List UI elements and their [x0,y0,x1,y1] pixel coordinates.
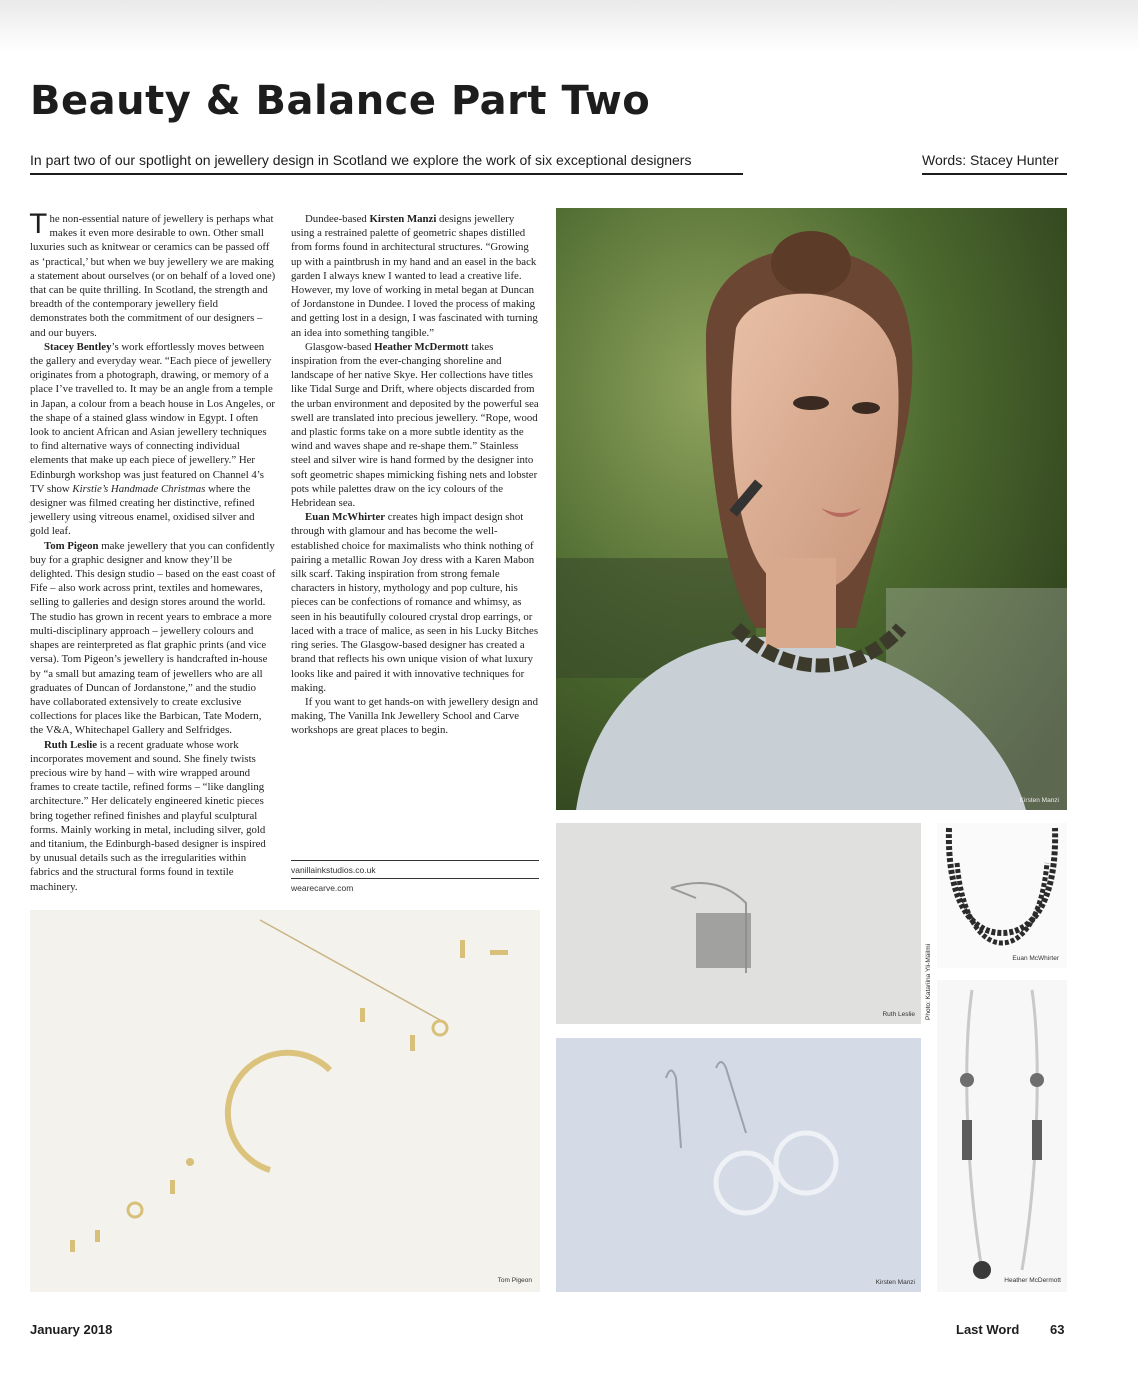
paragraph-text: designs jewellery using a restrained palette of geometric shapes distilled from forms found in architectural structures. “Growing up with a paintbrush in my hand and an easel in the back garden I always knew I wanted to lead a creative life. However, my love of working in metal began at Duncan of Jordanstone in Dundee. I loved the process of making and getting lost in a design, I was fascinated with turning an idea into something tangible.” [291,213,538,339]
tom-pigeon-photo [30,910,540,1292]
article-column-1 [30,209,276,894]
pendant-illustration [556,823,921,1024]
link-vanilla-ink[interactable]: vanillainkstudios.co.uk [291,860,539,878]
paragraph-text: ’s work effortlessly moves between the gallery and everyday wear. “Each piece of jewellery originates from a photograph, drawing, or memory of a place I’ve travelled to. It may be an angle from a temple in Japan, a colour from a beach house in Los Angeles, or the shape of a stained glass window in Egypt. I often look to ancient African and Asian jewellery techniques to find alternative ways of connecting individual elements that make up each piece of jewellery.” Her Edinburgh workshop was just featured on Channel 4’s TV show [30,340,275,495]
standfirst: In part two of our spotlight on jewellery design in Scotland we explore the work of six exceptional designers [30,152,743,175]
designer-name: Ruth Leslie [44,738,98,751]
designer-name: Kirsten Manzi [369,213,437,225]
caption-heather-mcdermott: Heather McDermott [1004,1277,1061,1284]
paragraph-kirsten-manzi [291,212,539,340]
paragraph-tom-pigeon [30,539,276,738]
paragraph-ruth-leslie [30,738,276,894]
portrait-photo [556,208,1067,810]
paragraph-text: where the designer was filmed creating her distinctive, refined jewellery using vitreous enamel, oxidised silver and gold leaf. [30,482,255,538]
caption-ruth-leslie: Ruth Leslie [882,1011,915,1018]
designer-name: Euan McWhirter [305,511,386,524]
paragraph-text: If you want to get hands-on with jewellery design and making, The Vanilla Ink Jewellery School and Carve workshops are great places to begin. [291,695,538,737]
long-necklace-illustration [937,980,1067,1292]
paragraph-heather-mcdermott [291,340,539,510]
heather-mcdermott-photo [937,980,1067,1292]
drop-cap: T [30,209,47,240]
caption-kirsten-manzi: Kirsten Manzi [875,1279,915,1286]
paragraph-text: make jewellery that you can confidently buy for a graphic designer and know they’ll be delighted. This design studio – based on the east coast of Fife – also work across print, textiles and homewares, selling to galleries and design stores around the world. The studio has grown in recent years to embrace a more multi-disciplinary approach – jewellery colours and shapes are reinterpreted as flat graphic prints (and vice versa). Tom Pigeon’s jewellery is handcrafted in-house by “a small but amazing team of jewellers who are all graduates of Duncan of Jordanstone,” and the studio have collaborated extensively to create exclusive collections for places like the Barbican, Tate Modern, the V&A, Whitechapel Gallery and Selfridges. [30,539,276,737]
article-column-2 [291,212,539,738]
paragraph-intro [30,209,276,340]
photo-credit: Photo: Katariina Yli-Mäilmi [925,943,932,1020]
tv-show-title: Kirstie’s Handmade Christmas [72,482,206,495]
byline: Words: Stacey Hunter [922,152,1067,175]
paragraph-text: is a recent graduate whose work incorporates movement and sound. She finely twists precious wire by hand – with wire wrapped around frames to create tactile, refined forms – “like dangling architecture.” Her delicately engineered kinetic pieces bring together refined finishes and playful sculptural forms. Mainly working in metal, including silver, gold and titanium, the Edinburgh-based designer is inspired by unusual details such as the irregularities within fabrics and the structural forms found in textile machinery. [30,738,266,893]
issue-date: January 2018 [30,1322,113,1337]
earrings-illustration [556,1038,921,1292]
paragraph-text: creates high impact design shot through with glamour and has become the well-established choice for maximalists who think nothing of pairing a metallic Rowan Joy dress with a Karen Mabon silk scarf. Taking inspiration from strong female characters in history, mythology and pop culture, his pieces can be confections of romance and whimsy, as seen in his beautifully coloured crystal drop earrings, or laced with a trace of malice, as seen in his Lucky Bitches ring series. The Glasgow-based designer has created a brand that reflects his own unique vision of what luxury looks like and paired it with innovative techniques for making. [291,511,539,694]
designer-name: Stacey Bentley [44,340,112,353]
paragraph-text: Dundee-based [305,213,370,225]
kirsten-manzi-earrings-photo [556,1038,921,1292]
paragraph-euan-mcwhirter [291,510,539,695]
article-title: Beauty & Balance Part Two [30,78,651,124]
page-top-shade [0,0,1138,52]
paragraph-text: he non-essential nature of jewellery is perhaps what makes it even more desirable to own. Other small luxuries such as knitwear or ceramics can be passed off as ‘practical,’ but when we buy jewellery we are making a statement about ourselves (or on behalf of a loved one) that can be quite thrilling. In Scotland, the strength and breadth of the contemporary jewellery field demonstrates both the commitment of our designers – and our buyers. [30,213,276,339]
caption-main: Kirsten Manzi [1019,797,1059,804]
paragraph-stacey-bentley [30,340,276,539]
paragraph-text: takes inspiration from the ever-changing shoreline and landscape of her native Skye. Her collections have titles like Tidal Surge and Drift, where objects discarded from the urban environment and deposited by the powerful sea swell are translated into precious jewellery. “Rope, wood and plastic forms take on a more subtle identity as the wind and waves shape and re-shape them.” Stainless steel and silver wire is hand formed by the designer into soft geometric shapes mimicking fishing nets and lobster pots while palettes draw on the icy colours of the Hebridean sea. [291,340,539,510]
euan-mcwhirter-photo [937,823,1067,968]
gold-jewellery-illustration [30,910,540,1292]
ruth-leslie-photo [556,823,921,1024]
caption-tom-pigeon: Tom Pigeon [497,1277,532,1284]
designer-name: Heather McDermott [374,340,469,353]
links-list [291,860,539,896]
necklace-illustration [937,823,1067,968]
paragraph-text: Glasgow-based [305,340,375,353]
paragraph-closing [291,695,539,738]
magazine-name: Last Word [956,1322,1020,1337]
portrait-illustration [556,208,1067,810]
link-carve[interactable]: wearecarve.com [291,878,539,896]
caption-euan-mcwhirter: Euan McWhirter [1012,955,1059,962]
designer-name: Tom Pigeon [44,539,99,552]
page-number: 63 [1050,1322,1065,1337]
